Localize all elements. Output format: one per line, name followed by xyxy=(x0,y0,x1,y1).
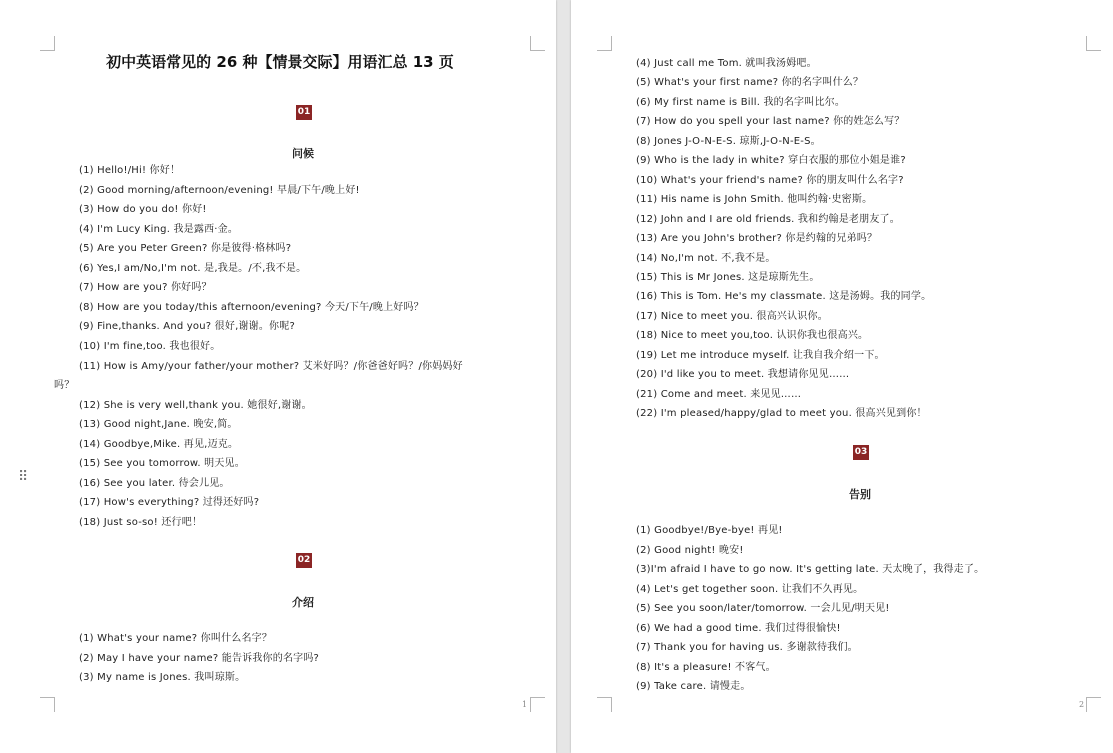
list-item: (17) Nice to meet you. 很高兴认识你。 xyxy=(636,310,828,322)
margin-mark-top-left xyxy=(40,36,55,51)
list-item: (5) What's your first name? 你的名字叫什么？ xyxy=(636,77,864,89)
list-item: (12) She is very well,thank you. 她很好,谢谢。 xyxy=(79,399,312,411)
list-item: (15) See you tomorrow. 明天见。 xyxy=(79,458,245,470)
section-badge-greetings: 01 xyxy=(296,105,312,120)
list-item: (2) Good night! 晚安! xyxy=(636,544,744,556)
list-item: (18) Just so-so! 还行吧！ xyxy=(79,516,203,528)
list-item: (18) Nice to meet you,too. 认识你我也很高兴。 xyxy=(636,330,869,342)
list-item: (9) Fine,thanks. And you? 很好,谢谢。你呢? xyxy=(79,321,295,333)
list-item: (12) John and I are old friends. 我和约翰是老朋友了。 xyxy=(636,213,900,225)
section-badge-introduction: 02 xyxy=(296,553,312,568)
section-title-farewell: 告别 xyxy=(849,488,871,501)
list-item: (7) Thank you for having us. 多谢款待我们。 xyxy=(636,642,858,653)
list-item: (13) Are you John's brother? 你是约翰的兄弟吗？ xyxy=(636,233,878,245)
margin-mark-top-right xyxy=(1086,36,1101,51)
document-title: 初中英语常见的 26 种【情景交际】用语汇总 13 页 xyxy=(106,53,454,71)
section-title-introduction: 介绍 xyxy=(292,596,314,609)
list-item: (11) His name is John Smith. 他叫约翰·史密斯。 xyxy=(636,194,873,206)
list-item: (13) Good night,Jane. 晚安,简。 xyxy=(79,419,238,431)
list-item: (15) This is Mr Jones. 这是琼斯先生。 xyxy=(636,271,820,283)
list-item: (20) I'd like you to meet. 我想请你见见…… xyxy=(636,369,850,381)
list-item: (3) How do you do! 你好! xyxy=(79,204,207,216)
list-item: (3) My name is Jones. 我叫琼斯。 xyxy=(79,672,246,683)
list-item: (3)I'm afraid I have to go now. It's getting late. 天太晚了，我得走了。 xyxy=(636,564,985,575)
list-item: 吗？ xyxy=(54,380,75,392)
document-page-1 xyxy=(0,0,556,753)
list-item: (1) Hello!/Hi! 你好！ xyxy=(79,165,181,176)
list-item: (6) My first name is Bill. 我的名字叫比尔。 xyxy=(636,96,846,108)
page-number: 2 xyxy=(1079,700,1085,709)
section-title-greetings: 问候 xyxy=(292,147,314,160)
list-item: (14) Goodbye,Mike. 再见,迈克。 xyxy=(79,438,239,450)
list-item: (14) No,I'm not. 不,我不是。 xyxy=(636,252,776,264)
list-item: (21) Come and meet. 来见见…… xyxy=(636,388,802,400)
page-number: 1 xyxy=(522,700,528,709)
list-item: (17) How's everything? 过得还好吗? xyxy=(79,497,260,509)
list-item: (19) Let me introduce myself. 让我自我介绍一下。 xyxy=(636,349,885,361)
section-badge-farewell: 03 xyxy=(853,445,869,460)
list-item: (16) This is Tom. He's my classmate. 这是汤姆。我的同学。 xyxy=(636,291,932,303)
list-item: (8) Jones J-O-N-E-S. 琼斯,J-O-N-E-S。 xyxy=(636,135,821,147)
list-item: (6) Yes,I am/No,I'm not. 是,我是。/不,我不是。 xyxy=(79,262,307,274)
list-item: (8) How are you today/this afternoon/evening? 今天/下午/晚上好吗？ xyxy=(79,301,424,313)
list-item: (8) It's a pleasure! 不客气。 xyxy=(636,661,776,673)
list-item: (7) How do you spell your last name? 你的姓怎么写？ xyxy=(636,116,905,128)
list-item: (9) Who is the lady in white? 穿白衣服的那位小姐是谁? xyxy=(636,155,906,167)
list-item: (4) Let's get together soon. 让我们不久再见。 xyxy=(636,583,864,595)
list-item: (2) May I have your name? 能告诉我你的名字吗? xyxy=(79,652,320,664)
list-item: (16) See you later. 待会儿见。 xyxy=(79,477,230,489)
list-item: (10) I'm fine,too. 我也很好。 xyxy=(79,340,221,352)
list-item: (5) See you soon/later/tomorrow. 一会儿见/明天见! xyxy=(636,603,890,614)
list-item: (6) We had a good time. 我们过得很愉快! xyxy=(636,622,841,634)
margin-mark-bottom-left xyxy=(597,697,612,712)
list-item: (1) What's your name? 你叫什么名字？ xyxy=(79,633,273,644)
list-item: (1) Goodbye!/Bye-bye! 再见! xyxy=(636,525,783,536)
margin-mark-top-right xyxy=(530,36,545,51)
list-item: (2) Good morning/afternoon/evening! 早晨/下午/晚上好! xyxy=(79,184,360,196)
list-item: (4) I'm Lucy King. 我是露西·金。 xyxy=(79,223,239,235)
list-item: (4) Just call me Tom. 就叫我汤姆吧。 xyxy=(636,58,817,69)
list-item: (22) I'm pleased/happy/glad to meet you. 很高兴见到你！ xyxy=(636,408,927,420)
list-item: (10) What's your friend's name? 你的朋友叫什么名字? xyxy=(636,174,904,186)
margin-mark-top-left xyxy=(597,36,612,51)
list-item: (7) How are you? 你好吗？ xyxy=(79,282,212,294)
margin-mark-bottom-right xyxy=(1086,697,1101,712)
margin-mark-bottom-left xyxy=(40,697,55,712)
margin-mark-bottom-right xyxy=(530,697,545,712)
list-item: (11) How is Amy/your father/your mother? 艾米好吗？/你爸爸好吗？/你妈妈好 xyxy=(79,360,463,372)
drag-handle-icon[interactable]: ⠿ xyxy=(18,469,29,485)
list-item: (5) Are you Peter Green? 你是彼得·格林吗? xyxy=(79,243,292,255)
list-item: (9) Take care. 请慢走。 xyxy=(636,681,751,692)
document-page-2 xyxy=(571,0,1113,753)
